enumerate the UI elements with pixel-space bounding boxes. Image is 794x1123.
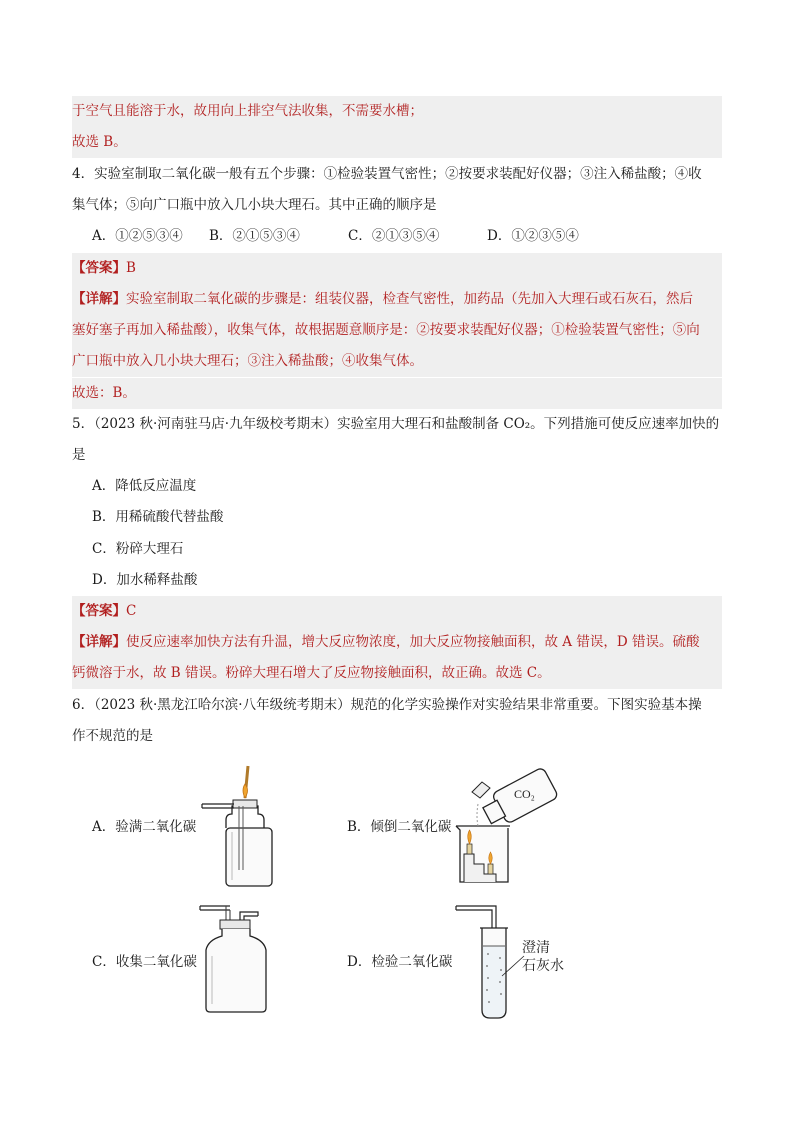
q5-option-a: A．降低反应温度 — [92, 478, 197, 494]
figure-b-bottle-label: CO₂ — [514, 787, 535, 801]
q5-detail-line2: 钙微溶于水，故 B 错误。粉碎大理石增大了反应物接触面积，故正确。故选 C。 — [72, 658, 722, 689]
q4-stem-line2: 集气体；⑤向广口瓶中放入几小块大理石。其中正确的顺序是 — [72, 197, 437, 213]
q5-answer-tag: 【答案】 — [72, 603, 126, 619]
q5-detail-tag: 【详解】 — [72, 634, 126, 650]
q4-option-d: D．①②③⑤④ — [487, 228, 579, 244]
q4-detail-line3: 广口瓶中放入几小块大理石；③注入稀盐酸；④收集气体。 — [72, 346, 722, 377]
figure-b-pouring-co2-diagram — [452, 764, 560, 886]
q5-detail-row1 — [72, 627, 722, 658]
figure-d-label: D．检验二氧化碳 — [347, 954, 453, 970]
figure-d-test-tube-limewater — [452, 900, 582, 1024]
q5-stem-line1: 5．（2023 秋·河南驻马店·九年级校考期末）实验室用大理石和盐酸制备 CO₂。下列措施可使反应速率加快的 — [72, 416, 720, 432]
q4-detail-row1 — [72, 284, 722, 315]
q4-detail-line1: 实验室制取二氧化碳的步骤是：组装仪器，检查气密性，加药品（先加入大理石或石灰石，然后 — [126, 291, 693, 307]
prev-detail-tail: 于空气且能溶于水，故用向上排空气法收集，不需要水槽； — [72, 96, 722, 127]
q5-stem-line2: 是 — [72, 447, 86, 463]
q4-option-b: B．②①⑤③④ — [209, 228, 300, 244]
q4-option-a: A．①②⑤③④ — [92, 228, 183, 244]
figure-a-label: A．验满二氧化碳 — [92, 819, 197, 835]
q5-answer: C — [126, 603, 137, 619]
figure-c-label: C．收集二氧化碳 — [92, 954, 197, 970]
figure-d-annotation-1: 澄清 — [522, 941, 550, 956]
q4-options — [92, 221, 742, 252]
q4-answer-row — [72, 253, 722, 284]
q5-option-d: D．加水稀释盐酸 — [92, 572, 198, 588]
figure-d-annotation-2: 石灰水 — [522, 959, 564, 974]
q4-detail-line2: 塞好塞子再加入稀盐酸），收集气体，故根据题意顺序是：②按要求装配好仪器；①检验装置气密性；⑤向 — [72, 315, 722, 346]
q4-option-c: C．②①③⑤④ — [348, 228, 440, 244]
q5-answer-row — [72, 596, 722, 627]
q6-stem-line2: 作不规范的是 — [72, 728, 153, 744]
q6-stem-line1: 6．（2023 秋·黑龙江哈尔滨·八年级统考期末）规范的化学实验操作对实验结果非常重要。下图实验基本操 — [72, 697, 702, 713]
prev-conclusion: 故选 B。 — [72, 127, 722, 158]
figure-c-collecting-bottle — [196, 900, 286, 1015]
q4-stem-line1: 4．实验室制取二氧化碳一般有五个步骤：①检验装置气密性；②按要求装配好仪器；③注入稀盐酸；④收 — [72, 166, 702, 182]
q4-answer: B — [126, 260, 136, 276]
figure-b-label: B．倾倒二氧化碳 — [347, 819, 452, 835]
q5-option-b: B．用稀硫酸代替盐酸 — [92, 509, 224, 525]
q5-option-c: C．粉碎大理石 — [92, 541, 184, 557]
q4-conclusion: 故选：B。 — [72, 378, 722, 409]
figure-a-gas-bottle-with-splint — [196, 760, 286, 890]
q5-detail-line1: 使反应速率加快方法有升温，增大反应物浓度，加大反应物接触面积，故 A 错误，D 错误。硫酸 — [126, 634, 700, 650]
q4-answer-tag: 【答案】 — [72, 260, 126, 276]
q4-detail-tag: 【详解】 — [72, 291, 126, 307]
